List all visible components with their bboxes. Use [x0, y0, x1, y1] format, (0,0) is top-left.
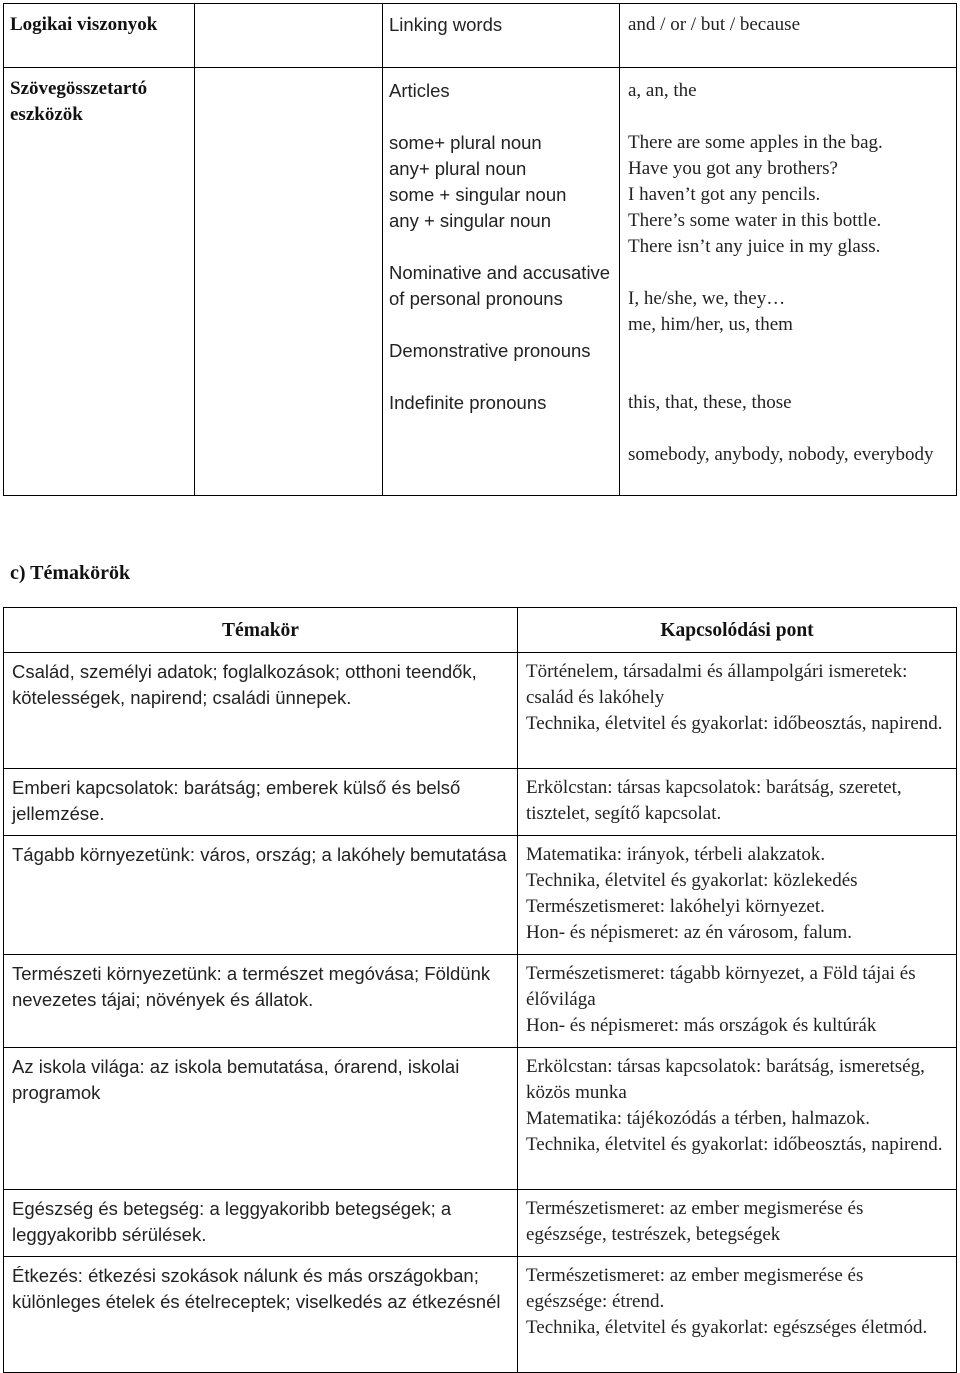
topic-cell: Tágabb környezetünk: város, ország; a lakóhely bemutatása: [4, 836, 518, 955]
table-row: [4, 769, 957, 836]
topic-cell: Emberi kapcsolatok: barátság; emberek külső és belső jellemzése.: [4, 769, 518, 836]
link-cell: Történelem, társadalmi és állampolgári ismeretek: család és lakóhely Technika, életvitel és gyakorlat: időbeosztás, napirend.: [518, 653, 957, 769]
table-row: [4, 1190, 957, 1257]
term-label: Linking words: [389, 14, 503, 35]
link-cell: Matematika: irányok, térbeli alakzatok. Technika, életvitel és gyakorlat: közlekedés Természetismeret: lakóhelyi környezet. Hon- és népismeret: az én városom, falum.: [518, 836, 957, 955]
category-label: Szövegösszetartó eszközök: [10, 78, 148, 125]
category-cell: [4, 68, 195, 496]
examples-text: a, an, the: [628, 80, 697, 101]
examples-text: somebody, anybody, nobody, everybody: [628, 444, 934, 465]
link-cell: Természetismeret: az ember megismerése és egészsége: étrend. Technika, életvitel és gyakorlat: egészséges életmód.: [518, 1257, 957, 1373]
table-row: [4, 836, 957, 955]
category-label: Logikai viszonyok: [10, 14, 158, 35]
examples-text: There are some apples in the bag. Have you got any brothers? I haven’t got any pencils. There’s some water in this bottle. There isn’t any juice in my glass.: [628, 132, 883, 257]
topic-cell: Az iskola világa: az iskola bemutatása, órarend, iskolai programok: [4, 1048, 518, 1190]
term-label: Nominative and accusative of personal pronouns: [389, 262, 611, 309]
examples-cell: [620, 4, 957, 68]
grammar-table: [3, 3, 957, 496]
topics-table: [3, 607, 957, 1373]
link-cell: Erkölcstan: társas kapcsolatok: barátság, szeretet, tisztelet, segítő kapcsolat.: [518, 769, 957, 836]
topic-cell: Család, személyi adatok; foglalkozások; otthoni teendők, kötelességek, napirend; családi ünnepek.: [4, 653, 518, 769]
table-row: [4, 653, 957, 769]
term-label: Articles: [389, 80, 450, 101]
table-row: [4, 955, 957, 1048]
term-label: Demonstrative pronouns: [389, 340, 591, 361]
table-row: [4, 1257, 957, 1373]
topic-cell: Természeti környezetünk: a természet megóvása; Földünk nevezetes tájai; növények és állatok.: [4, 955, 518, 1048]
category-cell: [4, 4, 195, 68]
topic-cell: Egészség és betegség: a leggyakoribb betegségek; a leggyakoribb sérülések.: [4, 1190, 518, 1257]
link-cell: Természetismeret: tágabb környezet, a Föld tájai és élővilága Hon- és népismeret: más országok és kultúrák: [518, 955, 957, 1048]
examples-text: this, that, these, those: [628, 392, 792, 413]
link-cell: Erkölcstan: társas kapcsolatok: barátság, ismeretség, közös munka Matematika: tájékozódás a térben, halmazok. Technika, életvitel és gyakorlat: időbeosztás, napirend.: [518, 1048, 957, 1190]
empty-cell: [195, 68, 383, 496]
section-heading: c) Témakörök: [10, 562, 131, 584]
column-header-topic: Témakör: [4, 608, 518, 653]
column-header-link: Kapcsolódási pont: [518, 608, 957, 653]
term-label: Indefinite pronouns: [389, 392, 547, 413]
term-cell: [383, 4, 620, 68]
term-cell: [383, 68, 620, 496]
table-row: [4, 68, 957, 496]
term-label: some+ plural noun any+ plural noun some + singular noun any + singular noun: [389, 132, 567, 231]
link-cell: Természetismeret: az ember megismerése és egészsége, testrészek, betegségek: [518, 1190, 957, 1257]
table-row: [4, 4, 957, 68]
table-row: [4, 1048, 957, 1190]
topic-cell: Étkezés: étkezési szokások nálunk és más országokban; különleges ételek és ételreceptek; viselkedés az étkezésnél: [4, 1257, 518, 1373]
empty-cell: [195, 4, 383, 68]
examples-text: I, he/she, we, they… me, him/her, us, them: [628, 288, 793, 335]
examples-text: and / or / but / because: [628, 14, 801, 35]
examples-cell: [620, 68, 957, 496]
table-header-row: [4, 608, 957, 653]
